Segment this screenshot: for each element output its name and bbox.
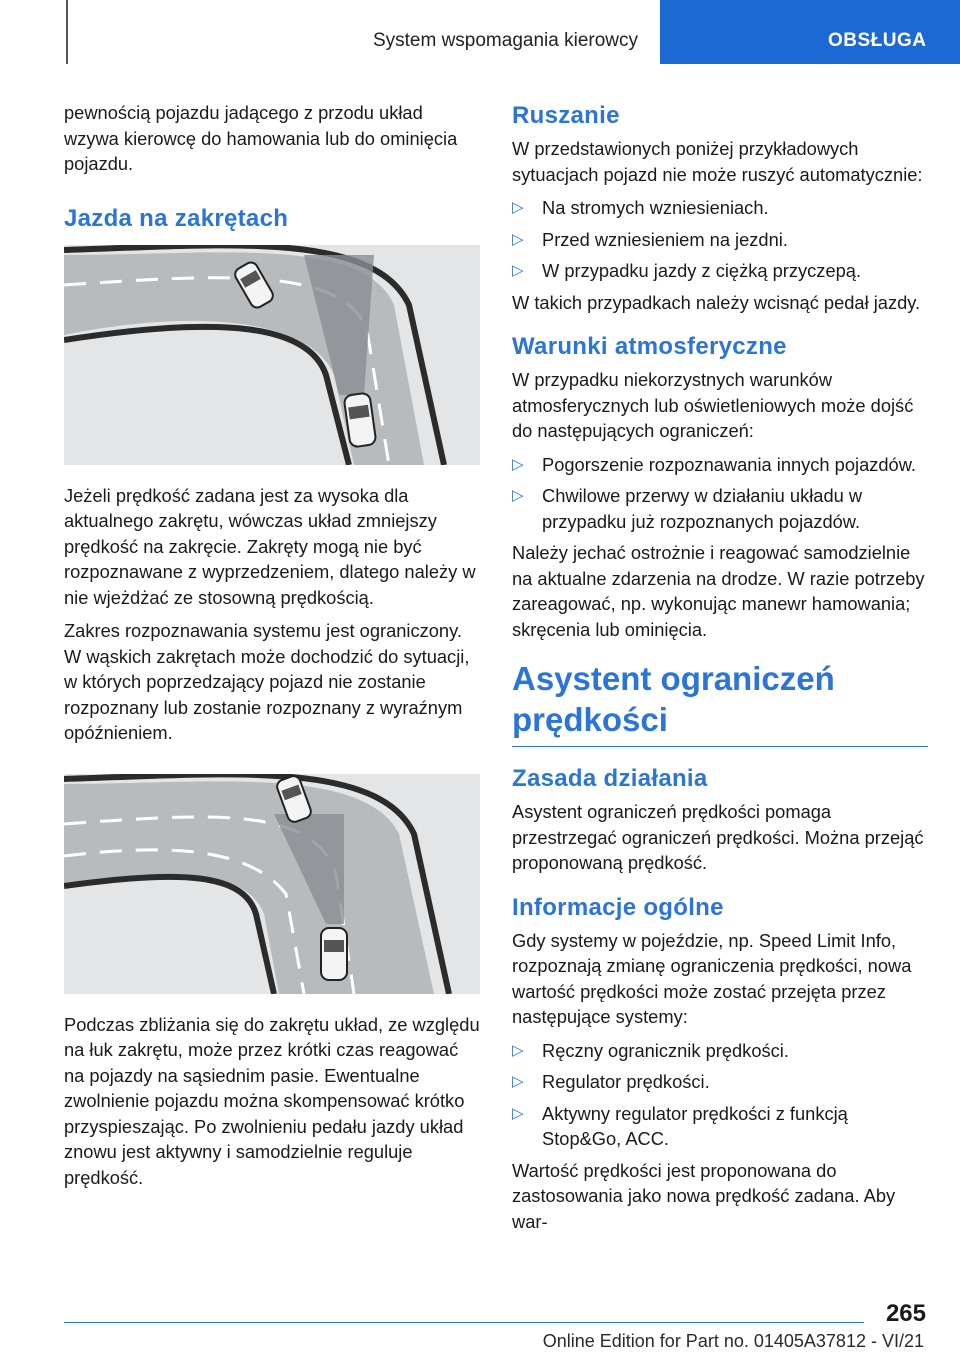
page-number: 265 — [885, 1300, 926, 1327]
triangle-bullet-icon: ▷ — [512, 1041, 524, 1059]
list-item: ▷ Aktywny regulator prędkości z funkcją Stop&Go, ACC. — [512, 1102, 848, 1149]
list-item: ▷ Na stromych wzniesieniach. — [512, 195, 928, 221]
weather-list — [512, 452, 928, 535]
curve-illustration-1 — [64, 245, 480, 465]
edition-label: Online Edition for Part no. 01405A37812 - VI/21 — [542, 1331, 924, 1351]
left-column — [64, 100, 480, 1198]
section-title: System wspomagania kierowcy — [372, 30, 638, 51]
start-paragraph-2: W takich przypadkach należy wcisnąć pedał jazdy. — [512, 291, 921, 313]
car-rear-icon — [321, 928, 347, 980]
triangle-bullet-icon: ▷ — [512, 199, 524, 216]
curves-paragraph-3: Podczas zbliżania się do zakrętu układ, ze względu na łuk zakrętu, może przez krótki czas reagować na pojazdy na sąsiednim pasie. Ewentualne zwolnienie pojazdu można skompensować krótko przyspieszając. Po zwolnieniu pedału jazdy układ znowu jest aktywny i samodzielnie reguluje prędkość. — [64, 1013, 480, 1188]
list-item: ▷ Przed wzniesieniem na jezdni. — [512, 227, 928, 253]
triangle-bullet-icon: ▷ — [512, 1073, 524, 1090]
general-paragraph-2: Wartość prędkości jest proponowana do zastosowania jako nowa prędkość zadana. Aby war- — [512, 1159, 896, 1232]
weather-paragraph: W przypadku niekorzystnych warunków atmosferycznych lub oświetleniowych może dojść do następujących ograniczeń: — [512, 369, 914, 441]
list-item: ▷ Ręczny ogranicznik prędkości. — [512, 1038, 928, 1064]
chapter-tab — [660, 0, 960, 64]
curves-paragraph-1: Jeżeli prędkość zadana jest za wysoka dla aktualnego zakrętu, wówczas układ zmniejszy prędkość na zakręcie. Zakręty mogą nie być rozpoznawane z wyprzedzeniem, dlatego należy w nie wjeżdżać ze stosowną prędkością. — [64, 484, 476, 608]
list-item: ▷ Chwilowe przerwy w działaniu układu w przypadku już rozpoznanych pojazdów. — [512, 485, 863, 532]
heading-speed-assistant: Asystent ograniczeń prędkości — [512, 658, 928, 747]
triangle-bullet-icon: ▷ — [512, 262, 524, 279]
weather-paragraph-2: Należy jechać ostrożnie i reagować samodzielnie na aktualne zdarzenia na drodze. W razie potrzeby zareagować, np. wykonując manewr hamowania; skręcenia lub ominięcia. — [512, 542, 925, 640]
heading-general: Informacje ogólne — [512, 893, 724, 921]
list-item: ▷ Pogorszenie rozpoznawania innych pojazdów. — [512, 452, 928, 478]
principle-paragraph: Asystent ograniczeń prędkości pomaga przestrzegać ograniczeń prędkości. Można przejąć proponowaną prędkość. — [512, 801, 924, 873]
triangle-bullet-icon: ▷ — [512, 230, 524, 248]
list-item: ▷ Regulator prędkości. — [512, 1069, 928, 1095]
triangle-bullet-icon: ▷ — [512, 455, 524, 473]
page-header — [0, 0, 960, 66]
triangle-bullet-icon: ▷ — [512, 1104, 524, 1122]
curve-illustration-2 — [64, 774, 480, 994]
general-list — [512, 1038, 928, 1152]
list-item: ▷ W przypadku jazdy z ciężką przyczepą. — [512, 258, 928, 284]
curves-paragraph-2: Zakres rozpoznawania systemu jest ograniczony. W wąskich zakrętach może dochodzić do sytuacji, w których poprzedzający pojazd nie zostanie rozpoznany lub zostanie rozpoznany z wyraźnym opóźnieniem. — [64, 620, 470, 743]
chapter-tab-label: OBSŁUGA — [828, 30, 927, 51]
footer-divider — [64, 1322, 864, 1323]
start-paragraph: W przedstawionych poniżej przykładowych sytuacjach pojazd nie może ruszyć automatycznie: — [512, 138, 923, 185]
heading-principle: Zasada działania — [512, 765, 708, 792]
header-divider — [66, 0, 68, 64]
heading-start: Ruszanie — [512, 102, 620, 129]
curve-drawing-2 — [64, 774, 480, 994]
heading-weather: Warunki atmosferyczne — [512, 333, 787, 360]
curve-drawing-1 — [64, 245, 480, 465]
intro-paragraph: pewnością pojazdu jadącego z przodu układ wzywa kierowcę do hamowania lub do ominięcia pojazdu. — [64, 102, 458, 174]
heading-curves: Jazda na zakrętach — [64, 204, 289, 232]
triangle-bullet-icon: ▷ — [512, 487, 524, 504]
right-column — [512, 100, 928, 1242]
general-paragraph: Gdy systemy w pojeździe, np. Speed Limit Info, rozpoznają zmianę ograniczenia prędkości, nowa wartość prędkości może zostać przejęta przez następujące systemy: — [512, 929, 912, 1027]
start-list — [512, 195, 928, 284]
